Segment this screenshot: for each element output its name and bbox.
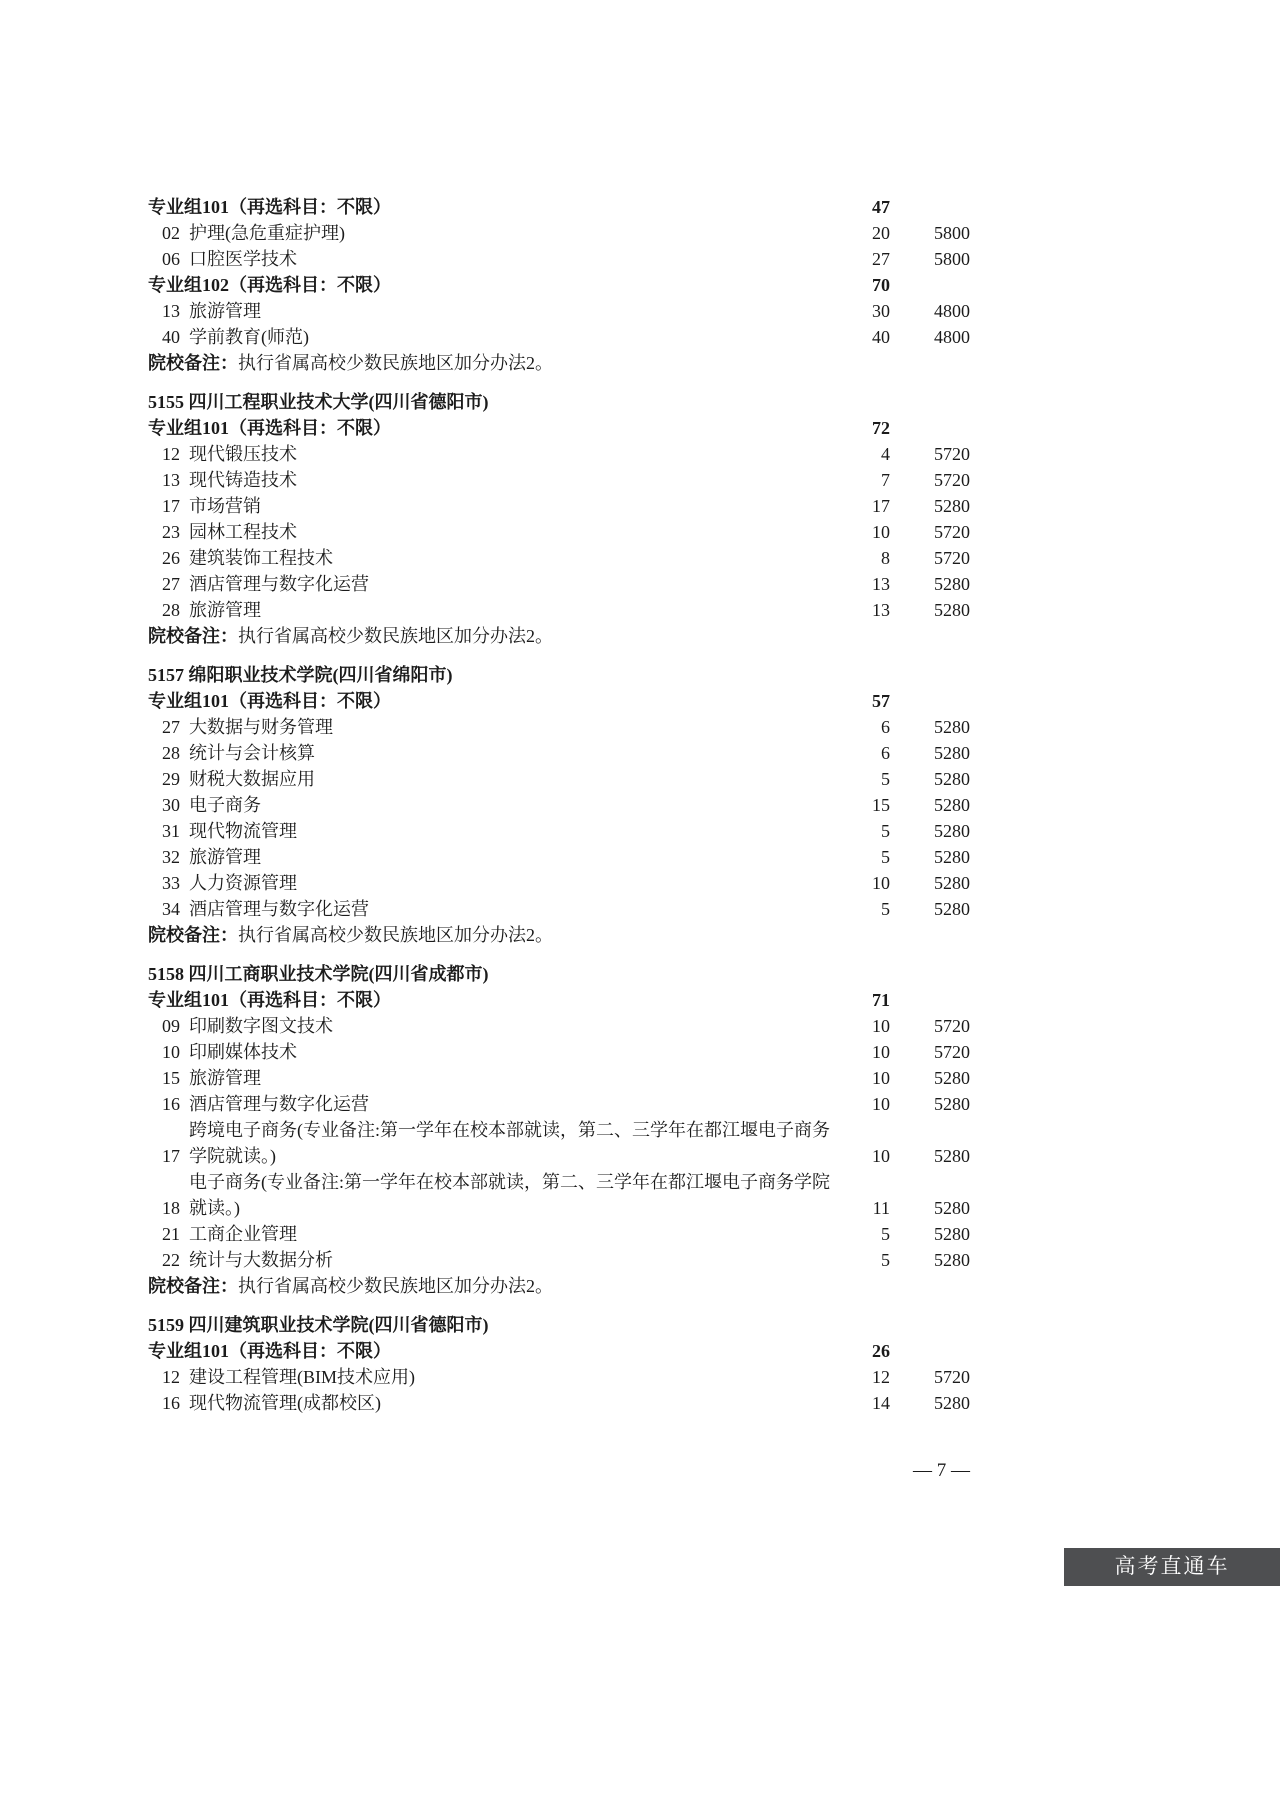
major-code: 33 [162, 873, 180, 893]
tuition-fee: 5720 [934, 522, 970, 542]
major-group-row [148, 272, 970, 298]
enrollment-count: 5 [881, 821, 890, 841]
major-row [148, 1091, 970, 1117]
major-code: 27 [162, 717, 180, 737]
major-code: 26 [162, 548, 180, 568]
major-row [148, 493, 970, 519]
major-code: 16 [162, 1094, 180, 1114]
major-code: 32 [162, 847, 180, 867]
major-name: 现代铸造技术 [189, 470, 297, 490]
watermark-badge: 高考直通车 [1064, 1548, 1280, 1586]
school-header: 5155 四川工程职业技术大学(四川省德阳市) [148, 392, 489, 412]
major-row [148, 545, 970, 571]
tuition-fee: 5720 [934, 1042, 970, 1062]
major-group-label: 专业组101（再选科目：不限） [148, 990, 391, 1010]
enrollment-count: 5 [881, 847, 890, 867]
major-code: 06 [162, 249, 180, 269]
note-label: 院校备注： [148, 925, 238, 945]
major-code: 10 [162, 1042, 180, 1062]
note-row [148, 922, 970, 948]
major-group-label: 专业组102（再选科目：不限） [148, 275, 391, 295]
major-row [148, 1065, 970, 1091]
tuition-fee: 5280 [934, 600, 970, 620]
enrollment-count: 5 [881, 1250, 890, 1270]
major-name: 酒店管理与数字化运营 [189, 574, 369, 594]
note-row [148, 1273, 970, 1299]
enrollment-count: 6 [881, 743, 890, 763]
major-name: 建设工程管理(BIM技术应用) [189, 1367, 415, 1387]
tuition-fee: 5280 [934, 847, 970, 867]
major-row [148, 597, 970, 623]
enrollment-count: 27 [872, 249, 890, 269]
major-row [148, 571, 970, 597]
tuition-fee: 5720 [934, 444, 970, 464]
major-code: 23 [162, 522, 180, 542]
tuition-fee: 5720 [934, 1367, 970, 1387]
major-row [148, 441, 970, 467]
major-code: 16 [162, 1393, 180, 1413]
major-row [148, 792, 970, 818]
major-code: 27 [162, 574, 180, 594]
tuition-fee: 5280 [934, 1393, 970, 1413]
major-row [148, 1039, 970, 1065]
note-text: 执行省属高校少数民族地区加分办法2。 [238, 925, 553, 945]
major-group-row [148, 1338, 970, 1364]
major-code: 18 [162, 1198, 180, 1218]
tuition-fee: 5280 [934, 1146, 970, 1166]
school-section [148, 1312, 970, 1416]
enrollment-count: 10 [872, 1016, 890, 1036]
major-row [148, 246, 970, 272]
major-name: 印刷数字图文技术 [189, 1016, 333, 1036]
major-row [148, 896, 970, 922]
major-row [148, 220, 970, 246]
enrollment-count: 5 [881, 769, 890, 789]
tuition-fee: 5280 [934, 873, 970, 893]
enrollment-count: 7 [881, 470, 890, 490]
tuition-fee: 5800 [934, 249, 970, 269]
major-code: 02 [162, 223, 180, 243]
major-name: 电子商务(专业备注:第一学年在校本部就读，第二、三学年在都江堰电子商务学院就读。) [189, 1172, 830, 1218]
group-enrollment-count: 47 [872, 197, 890, 217]
major-code: 17 [162, 1146, 180, 1166]
tuition-fee: 5280 [934, 795, 970, 815]
major-name: 口腔医学技术 [189, 249, 297, 269]
major-name: 园林工程技术 [189, 522, 297, 542]
tuition-fee: 5280 [934, 1224, 970, 1244]
major-name: 人力资源管理 [189, 873, 297, 893]
major-name: 酒店管理与数字化运营 [189, 1094, 369, 1114]
note-label: 院校备注： [148, 626, 238, 646]
enrollment-count: 14 [872, 1393, 890, 1413]
note-label: 院校备注： [148, 353, 238, 373]
major-group-row [148, 194, 970, 220]
major-code: 13 [162, 470, 180, 490]
school-section [148, 389, 970, 649]
note-text: 执行省属高校少数民族地区加分办法2。 [238, 353, 553, 373]
major-name: 旅游管理 [189, 847, 261, 867]
major-name: 统计与会计核算 [189, 743, 315, 763]
enrollment-count: 6 [881, 717, 890, 737]
major-code: 29 [162, 769, 180, 789]
major-code: 28 [162, 600, 180, 620]
major-row [148, 870, 970, 896]
major-code: 17 [162, 496, 180, 516]
enrollment-count: 5 [881, 1224, 890, 1244]
enrollment-count: 10 [872, 1146, 890, 1166]
enrollment-count: 8 [881, 548, 890, 568]
tuition-fee: 4800 [934, 301, 970, 321]
major-row [148, 1117, 970, 1169]
tuition-fee: 5280 [934, 769, 970, 789]
note-label: 院校备注： [148, 1276, 238, 1296]
tuition-fee: 5280 [934, 574, 970, 594]
tuition-fee: 4800 [934, 327, 970, 347]
major-name: 市场营销 [189, 496, 261, 516]
note-row [148, 350, 970, 376]
enrollment-count: 10 [872, 1068, 890, 1088]
enrollment-count: 15 [872, 795, 890, 815]
major-code: 22 [162, 1250, 180, 1270]
tuition-fee: 5280 [934, 821, 970, 841]
major-name: 护理(急危重症护理) [189, 223, 345, 243]
group-enrollment-count: 71 [872, 990, 890, 1010]
enrollment-count: 10 [872, 1094, 890, 1114]
school-section [148, 961, 970, 1299]
major-row [148, 1247, 970, 1273]
major-row [148, 298, 970, 324]
major-group-row [148, 415, 970, 441]
major-name: 电子商务 [189, 795, 261, 815]
enrollment-count: 12 [872, 1367, 890, 1387]
major-row [148, 740, 970, 766]
group-enrollment-count: 26 [872, 1341, 890, 1361]
major-row [148, 1221, 970, 1247]
major-name: 跨境电子商务(专业备注:第一学年在校本部就读，第二、三学年在都江堰电子商务学院就读。) [189, 1120, 830, 1166]
enrollment-count: 20 [872, 223, 890, 243]
major-code: 12 [162, 1367, 180, 1387]
major-name: 大数据与财务管理 [189, 717, 333, 737]
tuition-fee: 5720 [934, 1016, 970, 1036]
major-code: 13 [162, 301, 180, 321]
major-row [148, 1364, 970, 1390]
tuition-fee: 5280 [934, 899, 970, 919]
school-header: 5157 绵阳职业技术学院(四川省绵阳市) [148, 665, 453, 685]
group-enrollment-count: 70 [872, 275, 890, 295]
enrollment-count: 10 [872, 873, 890, 893]
major-name: 建筑装饰工程技术 [189, 548, 333, 568]
major-row [148, 1013, 970, 1039]
major-code: 15 [162, 1068, 180, 1088]
major-group-label: 专业组101（再选科目：不限） [148, 691, 391, 711]
tuition-fee: 5280 [934, 1094, 970, 1114]
major-row [148, 467, 970, 493]
tuition-fee: 5800 [934, 223, 970, 243]
tuition-fee: 5280 [934, 1250, 970, 1270]
note-row [148, 623, 970, 649]
enrollment-count: 40 [872, 327, 890, 347]
note-text: 执行省属高校少数民族地区加分办法2。 [238, 626, 553, 646]
major-row [148, 766, 970, 792]
major-name: 旅游管理 [189, 600, 261, 620]
major-code: 28 [162, 743, 180, 763]
major-code: 40 [162, 327, 180, 347]
major-code: 34 [162, 899, 180, 919]
tuition-fee: 5280 [934, 496, 970, 516]
enrollment-count: 10 [872, 1042, 890, 1062]
major-group-row [148, 987, 970, 1013]
major-code: 31 [162, 821, 180, 841]
major-code: 09 [162, 1016, 180, 1036]
major-row [148, 1169, 970, 1221]
major-row [148, 844, 970, 870]
note-text: 执行省属高校少数民族地区加分办法2。 [238, 1276, 553, 1296]
major-group-label: 专业组101（再选科目：不限） [148, 418, 391, 438]
tuition-fee: 5720 [934, 470, 970, 490]
major-code: 21 [162, 1224, 180, 1244]
major-row [148, 1390, 970, 1416]
major-row [148, 324, 970, 350]
enrollment-count: 17 [872, 496, 890, 516]
enrollment-count: 11 [872, 1198, 890, 1218]
enrollment-count: 4 [881, 444, 890, 464]
major-name: 工商企业管理 [189, 1224, 297, 1244]
major-name: 统计与大数据分析 [189, 1250, 333, 1270]
enrollment-count: 13 [872, 574, 890, 594]
enrollment-count: 13 [872, 600, 890, 620]
school-section [148, 662, 970, 948]
school-section [148, 194, 970, 376]
tuition-fee: 5280 [934, 1068, 970, 1088]
tuition-fee: 5720 [934, 548, 970, 568]
major-name: 旅游管理 [189, 1068, 261, 1088]
major-row [148, 519, 970, 545]
major-group-row [148, 688, 970, 714]
enrollment-count: 10 [872, 522, 890, 542]
major-name: 现代锻压技术 [189, 444, 297, 464]
major-name: 学前教育(师范) [189, 327, 309, 347]
page-number: — 7 — [913, 1460, 970, 1481]
major-name: 酒店管理与数字化运营 [189, 899, 369, 919]
major-name: 现代物流管理(成都校区) [189, 1393, 381, 1413]
group-enrollment-count: 57 [872, 691, 890, 711]
tuition-fee: 5280 [934, 743, 970, 763]
tuition-fee: 5280 [934, 717, 970, 737]
major-group-label: 专业组101（再选科目：不限） [148, 197, 391, 217]
major-name: 印刷媒体技术 [189, 1042, 297, 1062]
major-code: 12 [162, 444, 180, 464]
school-header: 5158 四川工商职业技术学院(四川省成都市) [148, 964, 489, 984]
enrollment-count: 30 [872, 301, 890, 321]
document-body [148, 194, 970, 1416]
enrollment-count: 5 [881, 899, 890, 919]
major-name: 财税大数据应用 [189, 769, 315, 789]
major-code: 30 [162, 795, 180, 815]
school-header: 5159 四川建筑职业技术学院(四川省德阳市) [148, 1315, 489, 1335]
major-name: 旅游管理 [189, 301, 261, 321]
tuition-fee: 5280 [934, 1198, 970, 1218]
major-row [148, 714, 970, 740]
major-group-label: 专业组101（再选科目：不限） [148, 1341, 391, 1361]
major-row [148, 818, 970, 844]
major-name: 现代物流管理 [189, 821, 297, 841]
group-enrollment-count: 72 [872, 418, 890, 438]
